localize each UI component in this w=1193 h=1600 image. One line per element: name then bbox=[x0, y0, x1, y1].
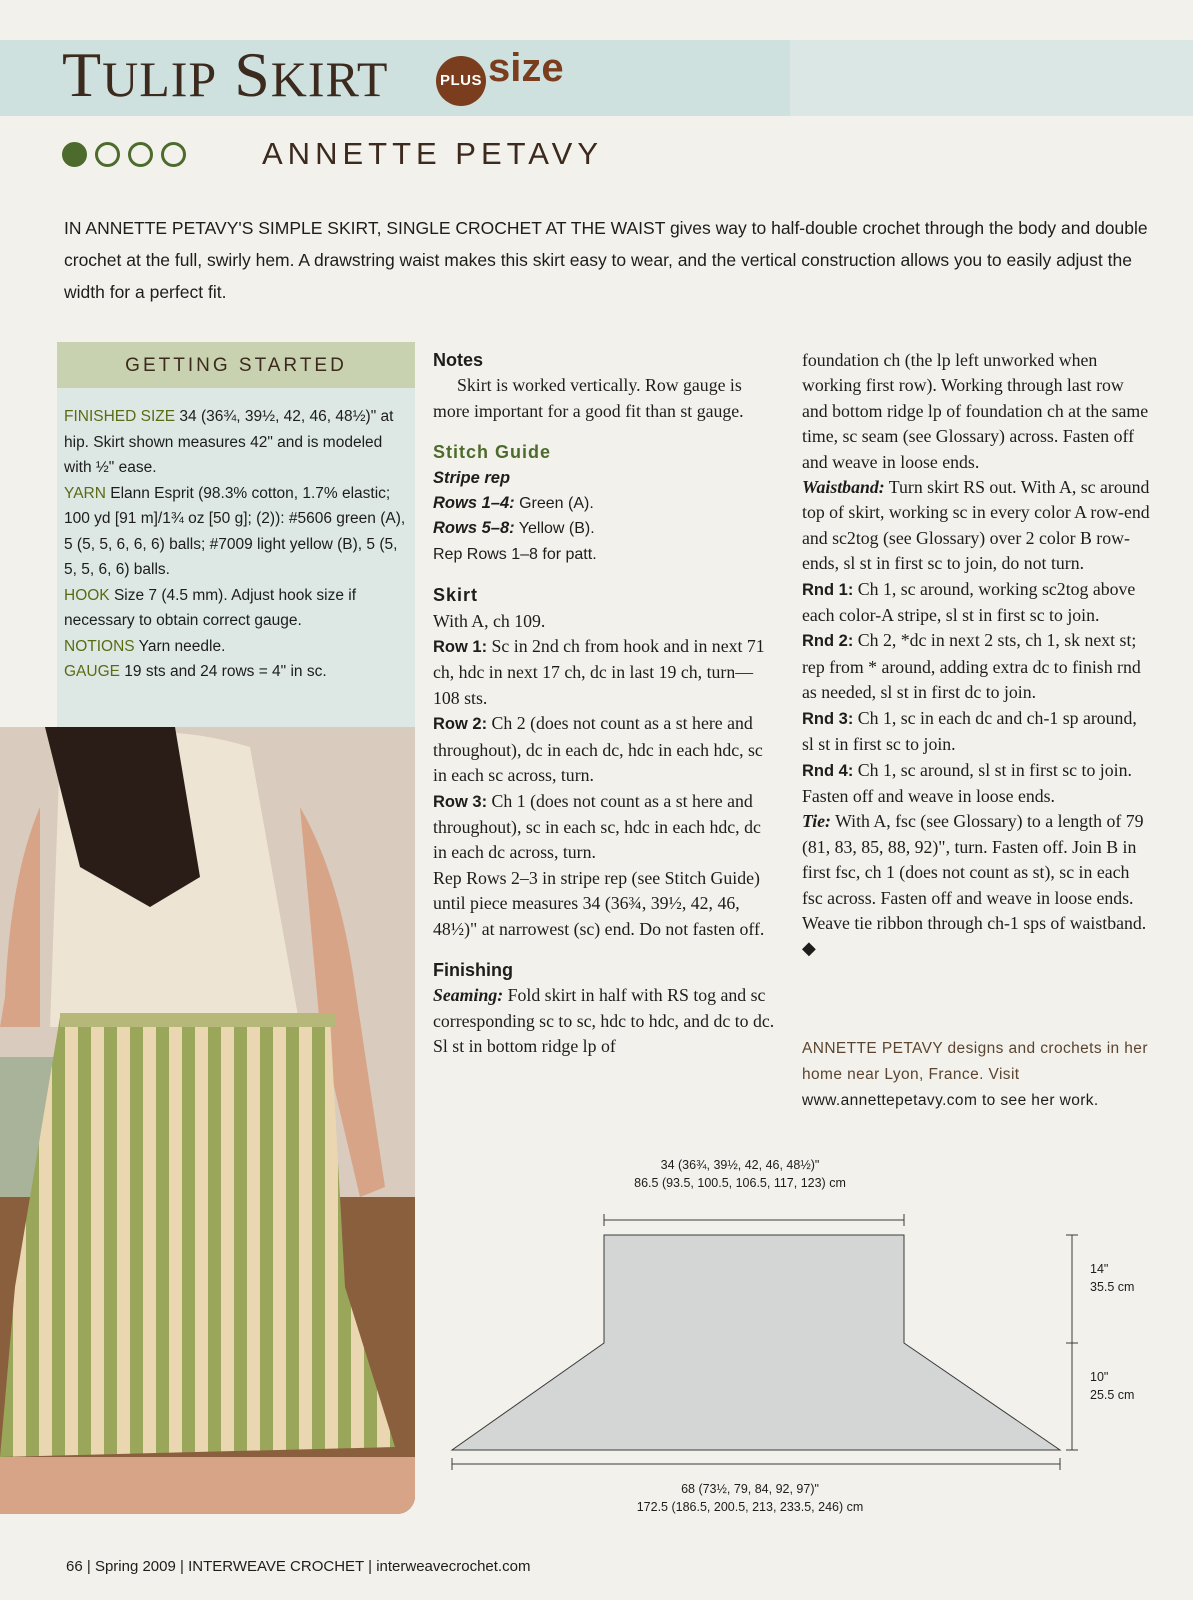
getting-started-heading: GETTING STARTED bbox=[57, 342, 415, 388]
page-number: 66 bbox=[66, 1558, 83, 1575]
stitch-guide-row: Rows 5–8: Yellow (B). bbox=[433, 519, 595, 538]
skirt-row: Row 3: Ch 1 (does not count as a st here and throughout), sc in each sc, hdc in each hdc, dc in each dc across, turn. bbox=[433, 790, 761, 863]
rnd-row: Rnd 1: Ch 1, sc around, working sc2tog above each color-A stripe, sl st in first sc to join. bbox=[802, 578, 1136, 626]
magazine-site-link[interactable]: interweavecrochet.com bbox=[376, 1558, 531, 1575]
gs-item: FINISHED SIZE 34 (36¾, 39½, 42, 46, 48½)" at hip. Skirt shown measures 42" and is modeled with ½" ease. bbox=[64, 408, 394, 476]
notes-text: Skirt is worked vertically. Row gauge is more important for a good fit than st gauge. bbox=[433, 375, 744, 421]
schematic-h1-label: 14" 35.5 cm bbox=[1090, 1262, 1135, 1294]
skirt-row: Row 1: Sc in 2nd ch from hook and in next 71 ch, hdc in next 17 ch, dc in last 19 ch, turn—108 sts. bbox=[433, 636, 765, 708]
seaming-text: Seaming: Fold skirt in half with RS tog and sc corresponding sc to sc, hdc to hdc, and dc to dc. Sl st in bottom ridge lp of bbox=[433, 985, 775, 1057]
skirt-schematic bbox=[440, 1208, 1080, 1478]
tie-text: Tie: With A, fsc (see Glossary) to a length of 79 (81, 83, 85, 88, 92)", turn. Fasten off. Join B in first fsc, ch 1 (does not count as st), sc in each fsc across. Fasten off and weave in loose ends. Weave tie ribbon through ch-1 sps of waistband. ◆ bbox=[802, 811, 1147, 959]
waistband-text: Waistband: Turn skirt RS out. With A, sc around top of skirt, working sc in every color A row-end and sc2tog (see Glossary) over 2 color B row-ends, sl st in first sc to join, do not turn. bbox=[802, 477, 1150, 574]
title-text: TULIP SKIRT bbox=[62, 39, 389, 110]
stripe-rep-heading: Stripe rep bbox=[433, 468, 511, 487]
skill-dot-empty-icon bbox=[95, 142, 120, 167]
issue-label: Spring 2009 bbox=[94, 1558, 176, 1575]
rnd-row: Rnd 4: Ch 1, sc around, sl st in first sc to join. Fasten off and weave in loose ends. bbox=[802, 759, 1132, 806]
page-title bbox=[62, 30, 388, 124]
schematic-h2-label: 10" 25.5 cm bbox=[1090, 1370, 1135, 1402]
gs-item: NOTIONS Yarn needle. bbox=[64, 637, 226, 655]
size-word: size bbox=[488, 46, 564, 90]
gs-item: GAUGE 19 sts and 24 rows = 4" in sc. bbox=[64, 663, 327, 680]
finishing-heading: Finishing bbox=[433, 959, 513, 980]
notes-heading: Notes bbox=[433, 350, 484, 370]
rnd-row: Rnd 3: Ch 1, sc in each dc and ch-1 sp around, sl st in first sc to join. bbox=[802, 707, 1137, 755]
stitch-guide-row: Rows 1–4: Green (A). bbox=[433, 494, 594, 513]
skirt-start: With A, ch 109. bbox=[433, 610, 546, 631]
schematic-top-label: 34 (36¾, 39½, 42, 46, 48½)" 86.5 (93.5, 100.5, 106.5, 117, 123) cm bbox=[634, 1158, 846, 1190]
seaming-continued: foundation ch (the lp left unworked when working first row). Working through last row and bottom ridge lp of foundation ch at the same time, sc seam (see Glossary) across. Fasten off and weave in loose ends. bbox=[802, 350, 1149, 472]
gs-item: HOOK Size 7 (4.5 mm). Adjust hook size if necessary to obtain correct gauge. bbox=[64, 586, 357, 629]
skirt-rep: Rep Rows 2–3 in stripe rep (see Stitch Guide) until piece measures 34 (36¾, 39½, 42, 46, 48½)" at narrowest (sc) end. Do not fasten off. bbox=[433, 867, 765, 939]
stitch-guide-rep: Rep Rows 1–8 for patt. bbox=[433, 545, 597, 563]
skirt-photo-illustration bbox=[0, 727, 415, 1514]
page-footer: 66 | Spring 2009 | INTERWEAVE CROCHET | interweavecrochet.com bbox=[66, 1558, 531, 1575]
magazine-name: INTERWEAVE CROCHET bbox=[188, 1558, 364, 1575]
header-band-fade bbox=[790, 40, 1193, 116]
model-photo bbox=[0, 727, 415, 1514]
column-middle bbox=[433, 348, 778, 1060]
stitch-guide-heading: Stitch Guide bbox=[433, 442, 552, 463]
schematic-shape bbox=[452, 1235, 1060, 1450]
gs-item: YARN Elann Esprit (98.3% cotton, 1.7% elastic; 100 yd [91 m]/1¾ oz [50 g]; (2)): #5606 green (A), 5 (5, 5, 6, 6, 6) balls; #7009 light yellow (B), 5 (5, 5, 5, 6, 6) balls. bbox=[64, 484, 406, 578]
skirt-heading: Skirt bbox=[433, 585, 479, 606]
author-name: ANNETTE PETAVY bbox=[262, 136, 604, 171]
skill-dot-empty-icon bbox=[128, 142, 153, 167]
schematic-bottom-label: 68 (73½, 79, 84, 92, 97)" 172.5 (186.5, 200.5, 213, 233.5, 246) cm bbox=[636, 1482, 864, 1514]
column-right bbox=[802, 348, 1152, 962]
skirt-row: Row 2: Ch 2 (does not count as a st here and throughout), dc in each dc, hdc in each hdc, sc in each sc across, turn. bbox=[433, 713, 763, 786]
intro-text: IN ANNETTE PETAVY'S SIMPLE SKIRT, SINGLE CROCHET AT THE WAIST gives way to half-double crochet through the body and double crochet at the full, swirly hem. A drawstring waist makes this skirt easy to wear, and the vertical construction allows you to easily adjust the width for a perfect fit. bbox=[64, 218, 1148, 302]
getting-started-list bbox=[64, 404, 414, 685]
skill-dot-empty-icon bbox=[161, 142, 186, 167]
rnd-row: Rnd 2: Ch 2, *dc in next 2 sts, ch 1, sk next st; rep from * around, adding extra dc to finish rnd as needed, sl st in first dc to join. bbox=[802, 630, 1141, 703]
designer-website-link[interactable]: www.annettepetavy.com bbox=[802, 1092, 978, 1109]
plus-badge: PLUS bbox=[436, 56, 486, 106]
skill-dot-filled-icon bbox=[62, 142, 87, 167]
designer-bio: ANNETTE PETAVY designs and crochets in her home near Lyon, France. Visit www.annettepetavy.com to see her work. bbox=[802, 1040, 1148, 1109]
difficulty-rating bbox=[62, 142, 194, 172]
